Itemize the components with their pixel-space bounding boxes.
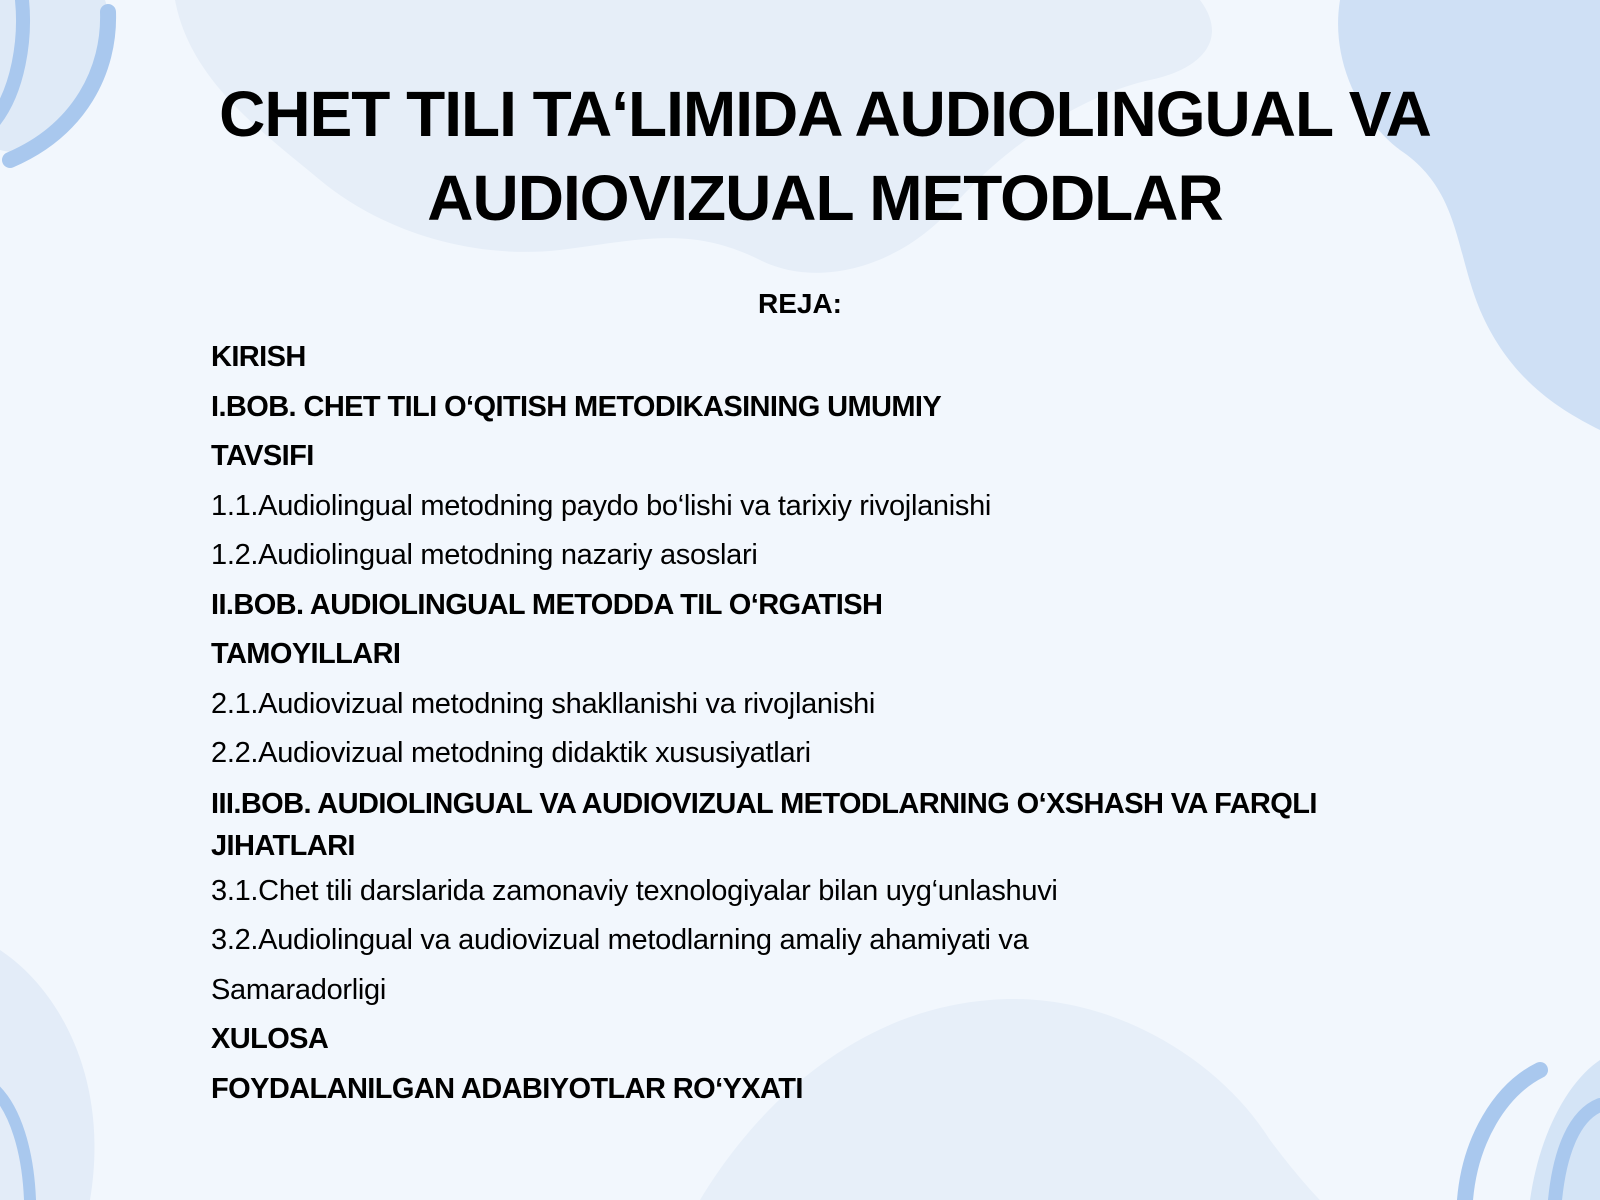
outline-item-conclusion: XULOSA [211,1023,329,1055]
plan-outline [211,333,1371,1114]
outline-item-intro: KIRISH [211,341,306,373]
outline-item-chapter-2: II.BOB. AUDIOLINGUAL METODDA TIL O‘RGATISH [211,588,883,621]
outline-item-chapter-1-cont: TAVSIFI [211,440,314,472]
outline-item-section-2-1: 2.1.Audiovizual metodning shakllanishi va rivojlanishi [211,687,876,720]
outline-item-chapter-2-cont: TAMOYILLARI [211,638,401,670]
blob-bottom-left [0,950,94,1200]
slide-title-line-1: CHET TILI TA‘LIMIDA AUDIOLINGUAL VA [219,78,1431,150]
slide-title [150,72,1500,240]
stroke-bottom-right-1 [1465,1070,1540,1200]
outline-item-section-3-2-cont: Samaradorligi [211,973,387,1006]
blob-bottom-right [1530,1060,1600,1200]
outline-item-chapter-1: I.BOB. CHET TILI O‘QITISH METODIKASINING UMUMIY [211,390,942,423]
outline-item-section-1-2: 1.2.Audiolingual metodning nazariy asoslari [211,539,758,571]
outline-item-section-3-2: 3.2.Audiolingual va audiovizual metodlarning amaliy ahamiyati va [211,924,1029,956]
outline-item-references: FOYDALANILGAN ADABIYOTLAR RO‘YXATI [211,1072,803,1105]
plan-heading: REJA: [757,288,842,319]
outline-item-chapter-3: III.BOB. AUDIOLINGUAL VA AUDIOVIZUAL METODLARNING O‘XSHASH VA FARQLI JIHATLARI [211,787,1317,862]
outline-item-section-2-2: 2.2.Audiovizual metodning didaktik xususiyatlari [211,737,811,769]
outline-item-section-1-1: 1.1.Audiolingual metodning paydo bo‘lishi va tarixiy rivojlanishi [211,489,992,522]
outline-item-section-3-1: 3.1.Chet tili darslarida zamonaviy texnologiyalar bilan uyg‘unlashuvi [211,874,1058,907]
slide-title-line-2: AUDIOVIZUAL METODLAR [427,162,1223,234]
